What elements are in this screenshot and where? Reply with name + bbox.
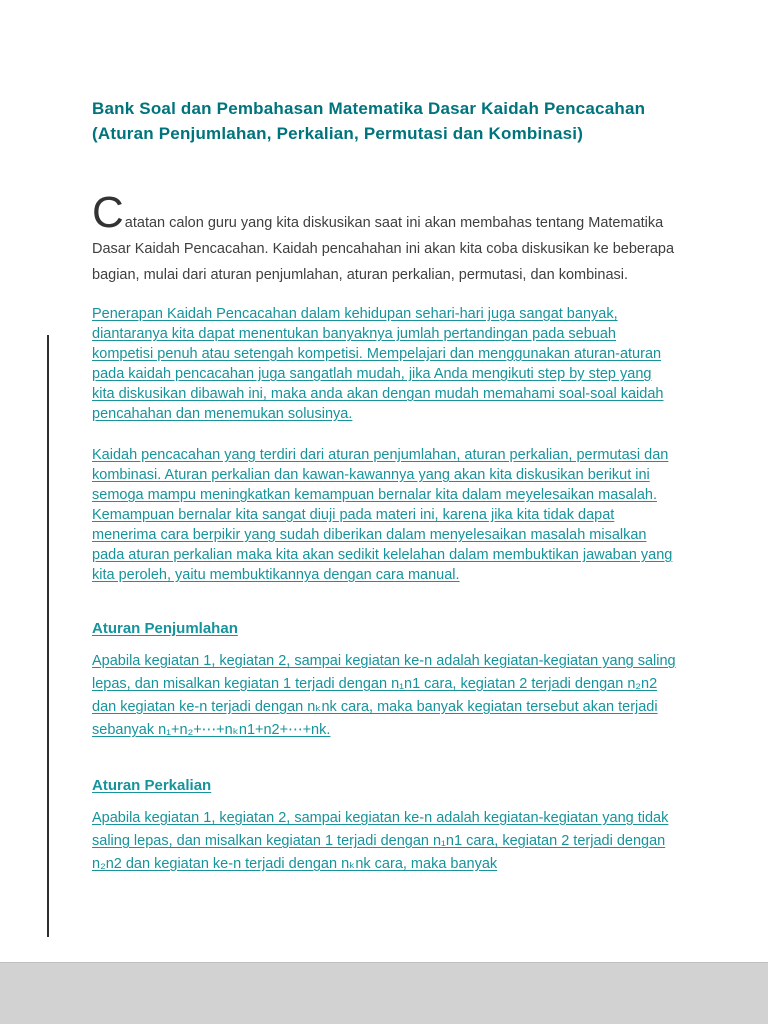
- section-body-aturan-perkalian[interactable]: Apabila kegiatan 1, kegiatan 2, sampai kegiatan ke-n adalah kegiatan-kegiatan yang tidak saling lepas, dan misalkan kegiatan 1 terjadi dengan n₁n1 cara, kegiatan 2 terjadi dengan n₂n2 dan kegiatan ke-n terjadi dengan nₖnk cara, maka banyak: [92, 810, 669, 872]
- page-bottom-edge: [0, 962, 768, 1024]
- drop-cap: C: [92, 188, 125, 237]
- link-paragraph-kaidah[interactable]: Kaidah pencacahan yang terdiri dari aturan penjumlahan, aturan perkalian, permutasi dan kombinasi. Aturan perkalian dan kawan-kawannya yang akan kita diskusikan berikut ini semoga mampu meningkatkan kemampuan bernalar kita dalam meyelesaikan masalah. Kemampuan bernalar kita sangat diuji pada materi ini, karena jika kita tidak dapat menerima cara berpikir yang sudah diberikan dalam menyelesaikan masalah misalkan pada aturan perkalian maka kita akan sedikit kelelahan dalam membuktikan jawaban yang kita peroleh, yaitu membuktikannya dengan cara manual.: [92, 447, 673, 583]
- link-paragraph-penerapan[interactable]: Penerapan Kaidah Pencacahan dalam kehidupan sehari-hari juga sangat banyak, diantaranya kita dapat menentukan banyaknya jumlah pertandingan pada sebuah kompetisi penuh atau setengah kompetisi. Mempelajari dan menggunakan aturan-aturan pada kaidah pencacahan juga sangatlah mudah, jika Anda mengikuti step by step yang kita diskusikan dibawah ini, maka anda akan dengan mudah memahami soal-soal kaidah pencahahan dan menemukan solusinya.: [92, 306, 664, 422]
- intro-text: atatan calon guru yang kita diskusikan saat ini akan membahas tentang Matematika Dasar Kaidah Pencacahan. Kaidah pencahahan ini akan kita coba diskusikan ke beberapa bagian, mulai dari aturan penjumlahan, aturan perkalian, permutasi, dan kombinasi.: [92, 215, 675, 283]
- section-heading-aturan-perkalian[interactable]: Aturan Perkalian: [92, 777, 212, 794]
- change-bar: [47, 335, 49, 937]
- section-body-aturan-penjumlahan[interactable]: Apabila kegiatan 1, kegiatan 2, sampai kegiatan ke-n adalah kegiatan-kegiatan yang saling lepas, dan misalkan kegiatan 1 terjadi dengan n₁n1 cara, kegiatan 2 terjadi dengan n₂n2 dan kegiatan ke-n terjadi dengan nₖnk cara, maka banyak kegiatan tersebut akan terjadi sebanyak n₁+n₂+⋯+nₖn1+n2+⋯+nk.: [92, 653, 676, 738]
- section-heading-aturan-penjumlahan[interactable]: Aturan Penjumlahan: [92, 620, 238, 637]
- intro-paragraph: [92, 188, 676, 288]
- document-title: Bank Soal dan Pembahasan Matematika Dasar Kaidah Pencacahan (Aturan Penjumlahan, Perkalian, Permutasi dan Kombinasi): [92, 99, 646, 143]
